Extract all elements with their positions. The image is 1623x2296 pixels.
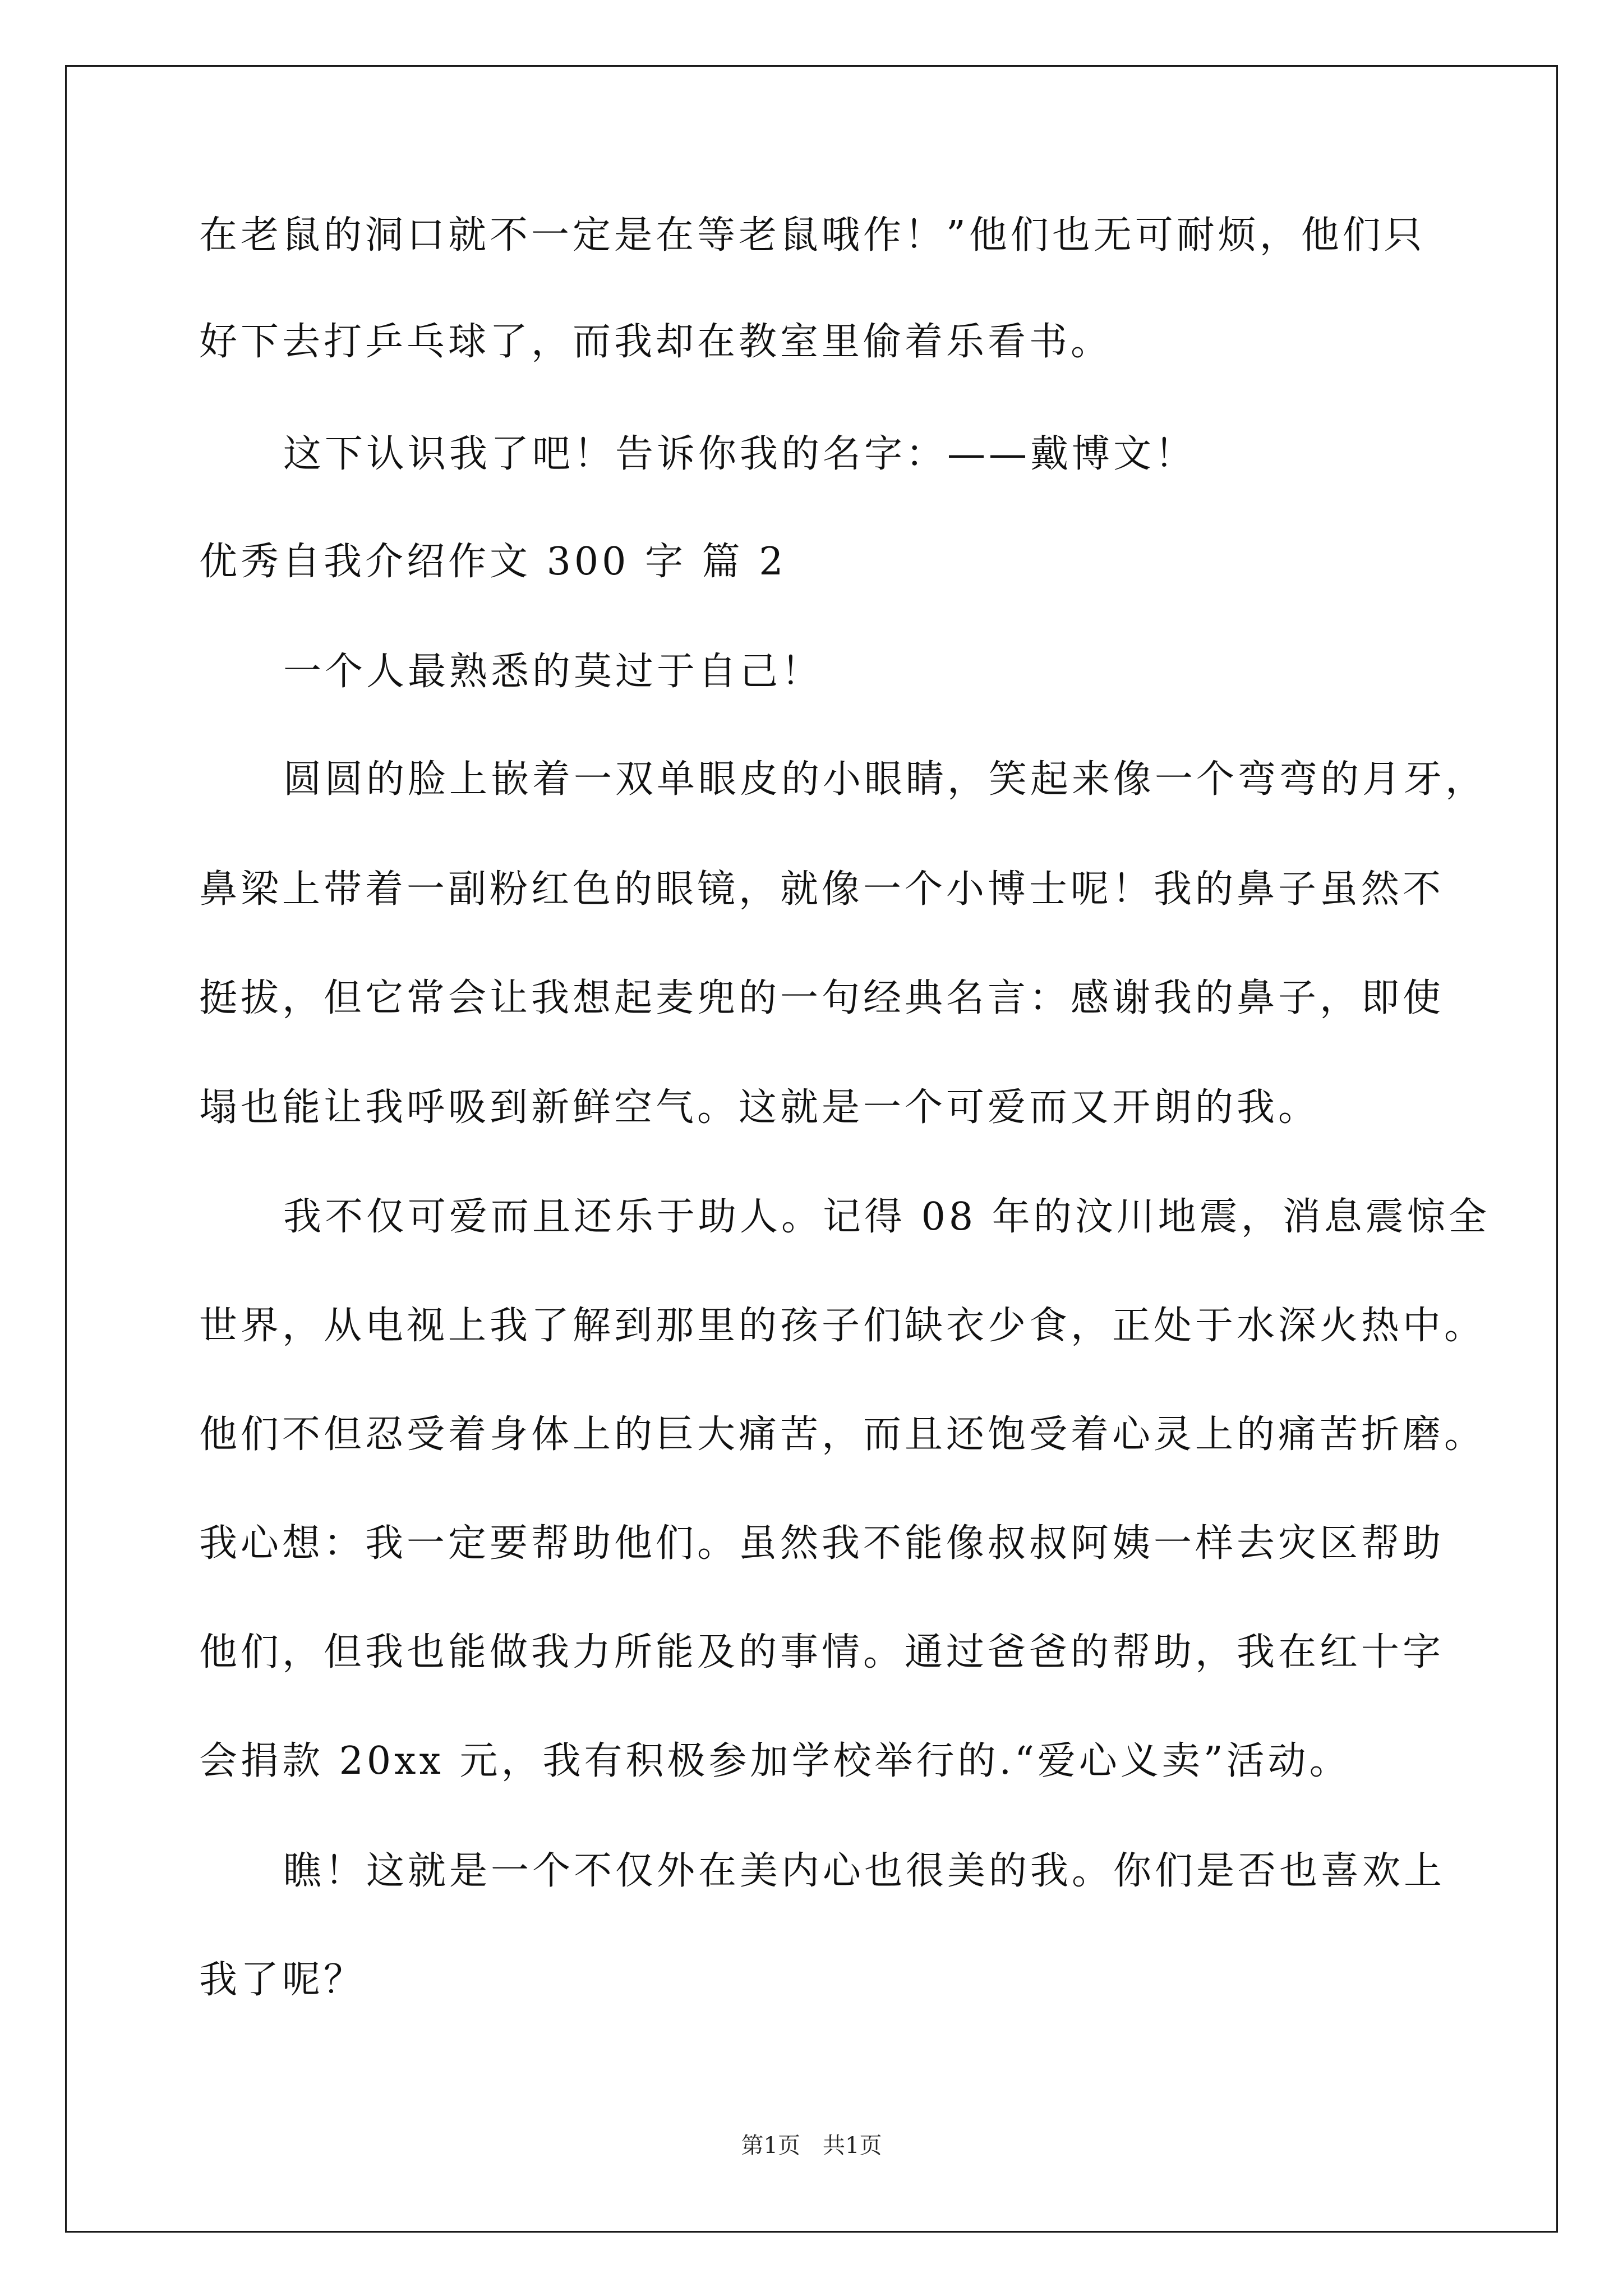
text-line-8: 挺拔，但它常会让我想起麦兜的一句经典名言：感谢我的鼻子，即使 bbox=[199, 976, 1445, 1020]
text-line-15: 会捐款 20xx 元，我有积极参加学校举行的.“爱心义卖”活动。 bbox=[199, 1739, 1351, 1783]
text-line-14: 他们，但我也能做我力所能及的事情。通过爸爸的帮助，我在红十字 bbox=[199, 1630, 1445, 1674]
text-line-10: 我不仅可爱而且还乐于助人。记得 08 年的汶川地震，消息震惊全 bbox=[283, 1195, 1490, 1239]
text-line-7: 鼻梁上带着一副粉红色的眼镜，就像一个小博士呢！我的鼻子虽然不 bbox=[199, 867, 1445, 912]
section-heading: 优秀自我介绍作文 300 字 篇 2 bbox=[199, 540, 787, 584]
text-line-11: 世界，从电视上我了解到那里的孩子们缺衣少食，正处于水深火热中。 bbox=[199, 1304, 1486, 1348]
page-footer: 第1页 共1页 bbox=[741, 2133, 882, 2159]
text-line-6: 圆圆的脸上嵌着一双单眼皮的小眼睛，笑起来像一个弯弯的月牙， bbox=[283, 757, 1487, 802]
text-line-12: 他们不但忍受着身体上的巨大痛苦，而且还饱受着心灵上的痛苦折磨。 bbox=[199, 1412, 1486, 1457]
text-line-3: 这下认识我了吧！告诉你我的名字：——戴博文！ bbox=[283, 432, 1197, 476]
text-line-1: 在老鼠的洞口就不一定是在等老鼠哦作！”他们也无可耐烦，他们只 bbox=[199, 213, 1426, 257]
text-line-13: 我心想：我一定要帮助他们。虽然我不能像叔叔阿姨一样去灾区帮助 bbox=[199, 1521, 1445, 1566]
page-border bbox=[65, 65, 1558, 2233]
text-line-5: 一个人最熟悉的莫过于自己！ bbox=[283, 650, 823, 694]
text-line-17: 我了呢？ bbox=[199, 1958, 366, 2002]
text-line-16: 瞧！这就是一个不仅外在美内心也很美的我。你们是否也喜欢上 bbox=[283, 1849, 1446, 1893]
text-line-2: 好下去打乒乓球了，而我却在教室里偷着乐看书。 bbox=[199, 320, 1113, 364]
text-line-9: 塌也能让我呼吸到新鲜空气。这就是一个可爱而又开朗的我。 bbox=[199, 1085, 1320, 1130]
